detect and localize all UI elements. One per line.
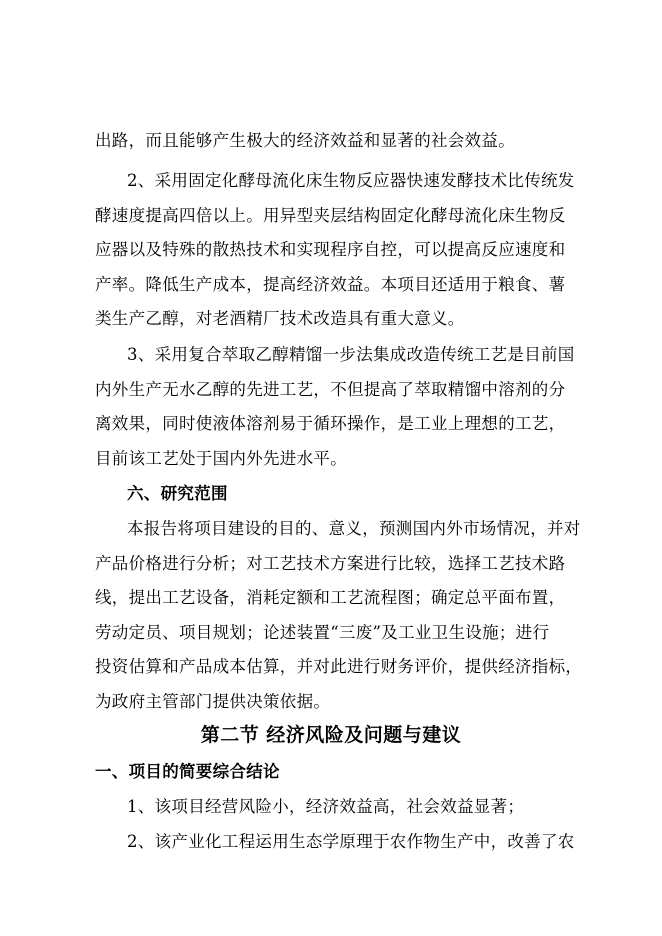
paragraph-line: 为政府主管部门提供决策依据。 [95,692,331,711]
paragraph-line: 3、采用复合萃取乙醇精馏一步法集成改造传统工艺是目前国 [127,345,575,364]
paragraph-line: 本报告将项目建设的目的、意义，预测国内外市场情况，并对 [127,519,581,538]
paragraph-line: 内外生产无水乙醇的先进工艺，不但提高了萃取精馏中溶剂的分 [95,380,566,399]
paragraph-line: 投资估算和产品成本估算，并对此进行财务评价，提供经济指标， [95,657,583,676]
paragraph-line: 2、采用固定化酵母流化床生物反应器快速发酵技术比传统发 [127,171,575,190]
paragraph-line: 目前该工艺处于国内外先进水平。 [95,449,347,468]
subsection-heading: 一、项目的简要综合结论 [95,762,280,781]
paragraph-line: 劳动定员、项目规划；论述装置“三废”及工业卫生设施；进行 [95,623,550,642]
section-title: 第二节 经济风险及问题与建议 [200,724,462,746]
paragraph-line: 1、该项目经营风险小，经济效益高，社会效益显著； [127,797,525,816]
paragraph-line: 酵速度提高四倍以上。用异型夹层结构固定化酵母流化床生物反 [95,206,566,225]
paragraph-line: 产品价格进行分析；对工艺技术方案进行比较，选择工艺技术路 [95,554,566,573]
paragraph-line: 离效果，同时使液体溶剂易于循环操作，是工业上理想的工艺， [95,414,566,433]
paragraph-line: 线，提出工艺设备，消耗定额和工艺流程图；确定总平面布置， [95,588,566,607]
paragraph-line: 应器以及特殊的散热技术和实现程序自控，可以提高反应速度和 [95,240,566,259]
section-heading-research-scope: 六、研究范围 [127,484,228,503]
paragraph-line: 出路，而且能够产生极大的经济效益和显著的社会效益。 [95,131,515,150]
paragraph-line: 产率。降低生产成本，提高经济效益。本项目还适用于粮食、薯 [95,275,566,294]
paragraph-line: 类生产乙醇，对老酒精厂技术改造具有重大意义。 [95,309,465,328]
paragraph-line: 2、该产业化工程运用生态学原理于农作物生产中，改善了农 [127,832,575,851]
